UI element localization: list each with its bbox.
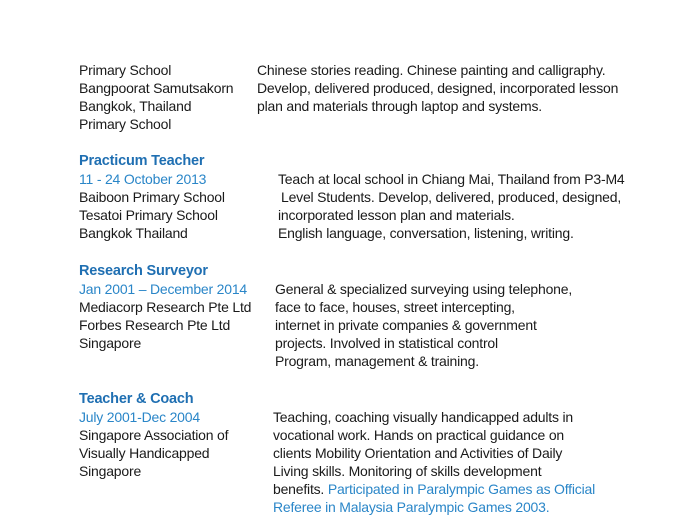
description-line: English language, conversation, listening, writing. (278, 225, 574, 241)
employer-line: Singapore Association of (79, 427, 229, 443)
employer-line: Primary School (79, 62, 172, 78)
employer-line: Bangpoorat Samutsakorn (79, 80, 234, 96)
description-line: plan and materials through laptop and systems. (257, 98, 542, 114)
description-line: Chinese stories reading. Chinese painting and calligraphy. (257, 62, 606, 78)
description-line: incorporated lesson plan and materials. (278, 207, 515, 223)
description-line (273, 480, 595, 498)
job-date: Jan 2001 – December 2014 (79, 281, 247, 297)
description-line: vocational work. Hands on practical guidance on (273, 427, 564, 443)
description-line: internet in private companies & government (275, 317, 537, 333)
employer-line: Bangkok Thailand (79, 225, 188, 241)
employer-line: Bangkok, Thailand (79, 98, 192, 114)
employer-line: Baiboon Primary School (79, 189, 225, 205)
job-date: 11 - 24 October 2013 (79, 171, 207, 187)
job-title: Teacher & Coach (79, 391, 194, 407)
description-line: General & specialized surveying using telephone, (275, 281, 573, 297)
description-line: Teach at local school in Chiang Mai, Thailand from P3-M4 (278, 171, 625, 187)
highlighted-text: Referee in Malaysia Paralympic Games 2003. (273, 499, 550, 515)
description-line: projects. Involved in statistical control (275, 335, 498, 351)
employer-line: Primary School (79, 116, 172, 132)
description-line: Level Students. Develop, delivered, produced, designed, (281, 189, 622, 205)
description-line: Develop, delivered produced, designed, incorporated lesson (257, 80, 619, 96)
job-title: Research Surveyor (79, 263, 208, 279)
description-line: clients Mobility Orientation and Activities of Daily (273, 445, 563, 461)
employer-line: Forbes Research Pte Ltd (79, 317, 231, 333)
description-text: benefits. (273, 481, 328, 497)
employer-line: Singapore (79, 463, 142, 479)
employer-line: Visually Handicapped (79, 445, 210, 461)
description-line: Teaching, coaching visually handicapped adults in (273, 409, 573, 425)
description-line: Living skills. Monitoring of skills development (273, 463, 542, 479)
employer-line: Singapore (79, 335, 142, 351)
employer-line: Mediacorp Research Pte Ltd (79, 299, 252, 315)
job-date: July 2001-Dec 2004 (79, 409, 200, 425)
description-line: face to face, houses, street intercepting, (275, 299, 515, 315)
description-line: Program, management & training. (275, 353, 479, 369)
highlighted-text: Participated in Paralympic Games as Official (327, 481, 595, 497)
job-title: Practicum Teacher (79, 153, 205, 169)
employer-line: Tesatoi Primary School (79, 207, 218, 223)
